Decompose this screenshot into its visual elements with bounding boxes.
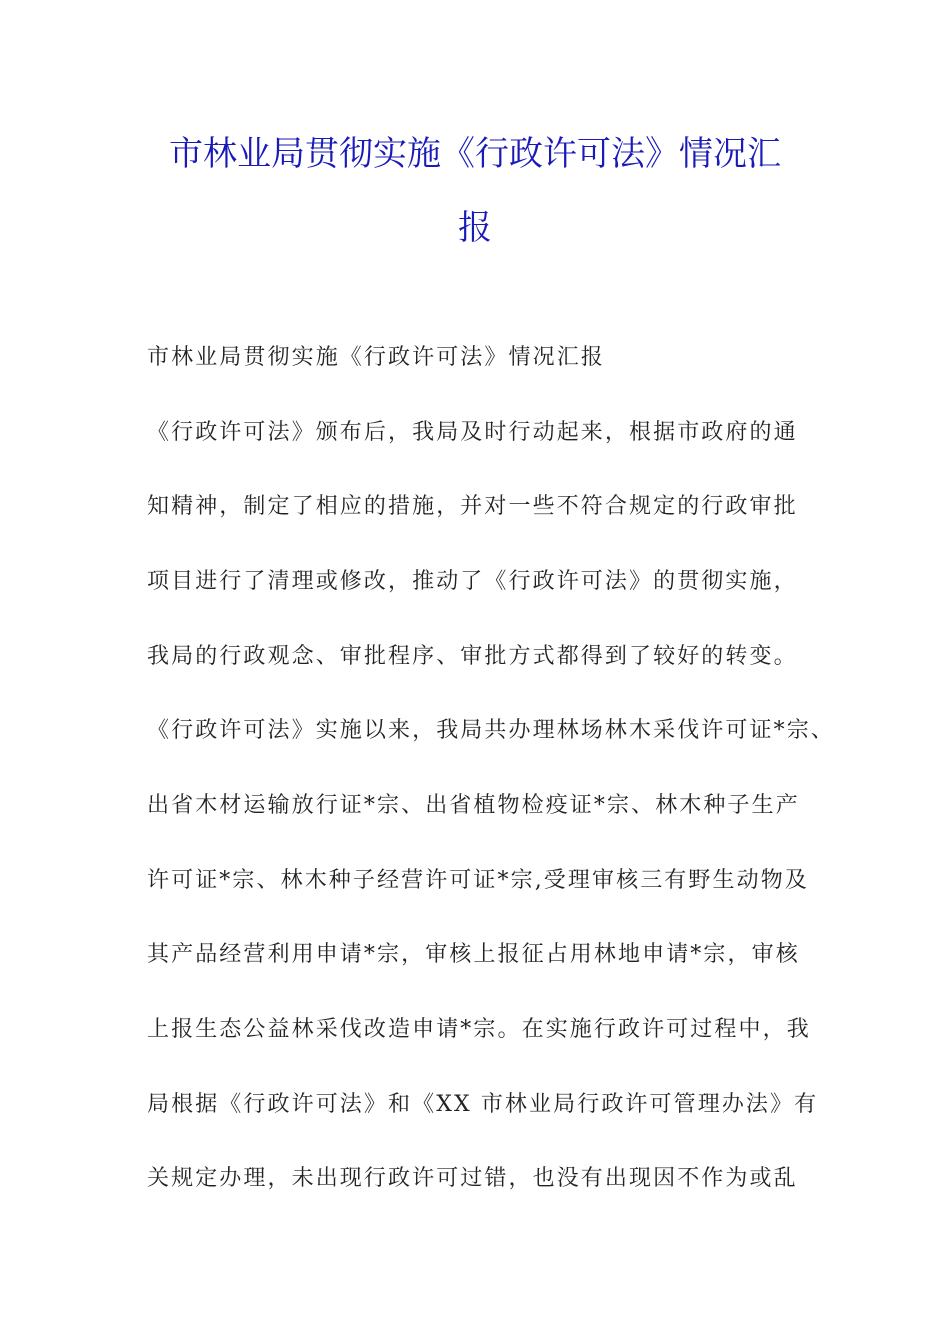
body-line: 项目进行了清理或修改，推动了《行政许可法》的贯彻实施，	[147, 569, 798, 594]
body-line: 我局的行政观念、审批程序、审批方式都得到了较好的转变。	[147, 644, 798, 669]
body-line: 上报生态公益林采伐改造申请*宗。在实施行政许可过程中，我	[147, 1017, 811, 1042]
body-line: 出省木材运输放行证*宗、出省植物检疫证*宗、林木种子生产	[147, 793, 800, 818]
body-line: 关规定办理，未出现行政许可过错，也没有出现因不作为或乱	[147, 1166, 798, 1191]
document-title-line-1: 市林业局贯彻实施《行政许可法》情况汇	[169, 134, 781, 174]
body-line-subtitle: 市林业局贯彻实施《行政许可法》情况汇报	[147, 345, 605, 370]
body-line: 局根据《行政许可法》和《XX 市林业局行政许可管理办法》有	[147, 1092, 819, 1117]
body-line: 许可证*宗、林木种子经营许可证*宗,受理审核三有野生动物及	[147, 868, 809, 893]
body-line: 知精神，制定了相应的措施，并对一些不符合规定的行政审批	[147, 494, 798, 519]
body-line: 《行政许可法》实施以来，我局共办理林场林木采伐许可证*宗、	[147, 718, 835, 743]
body-line: 其产品经营利用申请*宗，审核上报征占用林地申请*宗，审核	[147, 942, 800, 967]
body-line: 《行政许可法》颁布后，我局及时行动起来，根据市政府的通	[147, 420, 798, 445]
document-title-line-2: 报	[458, 208, 492, 248]
